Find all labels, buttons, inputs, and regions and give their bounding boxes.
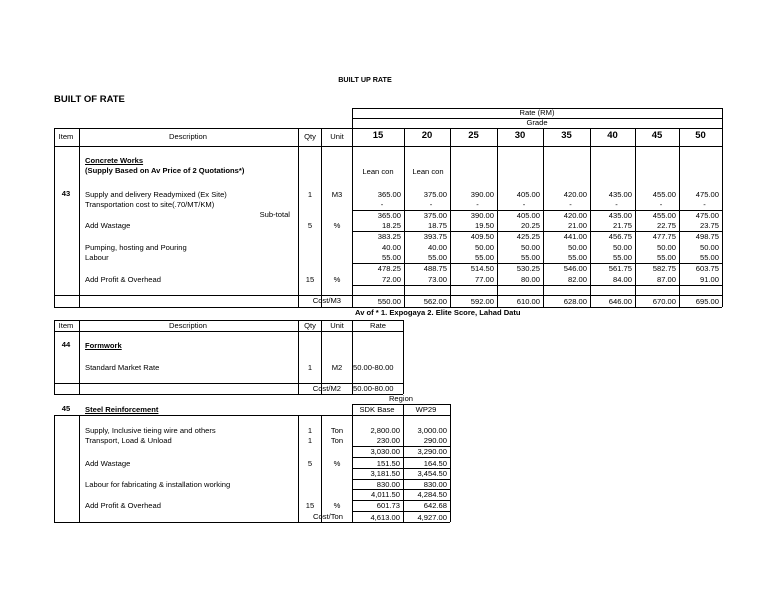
grid-line-h <box>352 457 450 458</box>
cell-value: 365.00 <box>377 190 401 199</box>
cost-value: 550.00 <box>377 297 401 306</box>
cell-value: 561.75 <box>608 264 632 273</box>
cell-value: 80.00 <box>520 275 540 284</box>
col-item-header: Item <box>58 321 74 330</box>
cell-value: 478.25 <box>377 264 401 273</box>
cell-value: 50.00 <box>567 243 587 252</box>
row-unit: % <box>333 221 341 230</box>
grade-15-header: 15 <box>372 130 384 141</box>
cost-ton-label: Cost/Ton <box>313 512 343 521</box>
item-number-45: 45 <box>61 404 71 413</box>
cell-value: 441.00 <box>563 232 587 241</box>
cell-value: 582.75 <box>652 264 676 273</box>
item-number-44: 44 <box>61 340 71 349</box>
cell-value: 18.75 <box>427 221 447 230</box>
cell-value: 514.50 <box>470 264 494 273</box>
cell-value: 230.00 <box>376 436 400 445</box>
cell-value: 21.75 <box>612 221 632 230</box>
row-description: Labour for fabricating & installation working <box>85 480 231 489</box>
grid-line-v <box>79 415 80 522</box>
cell-value: 164.50 <box>423 459 447 468</box>
grid-line-v <box>298 415 299 522</box>
cell-value: 91.00 <box>699 275 719 284</box>
col-item-header: Item <box>58 132 74 141</box>
cost-value: 4,927.00 <box>417 513 447 522</box>
cell-value: 830.00 <box>423 480 447 489</box>
row-description: Add Profit & Overhead <box>85 501 161 510</box>
cell-value: - <box>522 200 526 209</box>
cell-value: - <box>569 200 572 209</box>
cell-value: - <box>703 200 706 209</box>
grade-30-header: 30 <box>514 130 526 141</box>
col-unit-header: Unit <box>330 132 344 141</box>
concrete-works-subtitle: (Supply Based on Av Price of 2 Quotations*) <box>85 166 245 175</box>
grade-20-header: 20 <box>421 130 433 141</box>
row-qty: 15 <box>305 501 315 510</box>
cell-value: 72.00 <box>381 275 401 284</box>
row-description: Add Wastage <box>85 459 131 468</box>
col-description-header: Description <box>169 132 207 141</box>
row-description: Transportation cost to site(.70/MT/KM) <box>85 200 215 209</box>
quotation-footnote: Av of * 1. Expogaya 2. Elite Score, Lahad Datu <box>355 308 521 317</box>
grade-header: Grade <box>526 118 548 127</box>
grade-50-header: 50 <box>695 130 706 141</box>
cell-value: 40.00 <box>427 243 447 252</box>
cost-value: 562.00 <box>423 297 447 306</box>
cell-value: 22.75 <box>656 221 676 230</box>
cell-value: 23.75 <box>699 221 719 230</box>
cell-value: 55.00 <box>567 253 587 262</box>
subtotal-label: Sub-total <box>259 210 290 219</box>
cell-value: 477.75 <box>652 232 676 241</box>
cell-value: 390.00 <box>470 211 494 220</box>
cell-value: - <box>429 200 433 209</box>
cell-value: 365.00 <box>377 211 401 220</box>
grid-line-v <box>352 128 353 307</box>
cell-value: - <box>380 200 384 209</box>
cell-value: 420.00 <box>563 211 587 220</box>
cell-value: 290.00 <box>423 436 447 445</box>
row-qty: 1 <box>307 426 313 435</box>
cell-value: 488.75 <box>423 264 447 273</box>
grade-40-header: 40 <box>607 130 618 141</box>
cell-value: 455.00 <box>652 211 676 220</box>
cost-value: 646.00 <box>608 297 632 306</box>
grid-line-v <box>79 320 80 394</box>
cell-value: 50.00 <box>699 243 719 252</box>
rate-header: Rate (RM) <box>519 108 555 117</box>
cell-value: 435.00 <box>608 211 632 220</box>
cell-value: 87.00 <box>656 275 676 284</box>
lean-con-label: Lean con <box>362 167 394 176</box>
cell-value: 3,030.00 <box>370 447 400 456</box>
formwork-title: Formwork <box>85 341 122 350</box>
grid-line-h <box>352 511 450 512</box>
cell-value: 19.50 <box>474 221 494 230</box>
col-rate-header: Rate <box>369 321 387 330</box>
cell-value: - <box>476 200 479 209</box>
cell-value: 393.75 <box>423 232 447 241</box>
grid-line-h <box>54 146 722 147</box>
grid-line-v <box>54 415 55 522</box>
grid-line-v <box>321 128 322 307</box>
cell-value: 475.00 <box>695 211 719 220</box>
region-wp29-header: WP29 <box>415 405 437 414</box>
cost-value: 50.00-80.00 <box>353 384 394 393</box>
cell-value: 84.00 <box>612 275 632 284</box>
item-number-43: 43 <box>61 189 71 198</box>
col-qty-header: Qty <box>304 132 316 141</box>
cell-value: 18.25 <box>381 221 401 230</box>
row-qty: 5 <box>307 459 313 468</box>
grid-line-h <box>54 295 722 296</box>
cell-value: 498.75 <box>695 232 719 241</box>
region-header: Region <box>388 394 414 403</box>
grade-45-header: 45 <box>651 130 663 141</box>
cell-value: 375.00 <box>423 211 447 220</box>
cell-value: 409.50 <box>470 232 494 241</box>
grade-35-header: 35 <box>561 130 572 141</box>
cost-value: 610.00 <box>516 297 540 306</box>
row-unit: M2 <box>331 363 343 372</box>
cost-m3-label: Cost/M3 <box>312 296 341 305</box>
cell-value: 642.68 <box>423 501 447 510</box>
grid-line-v <box>298 320 299 394</box>
cost-value: 592.00 <box>470 297 494 306</box>
cell-value: - <box>659 200 663 209</box>
row-unit: % <box>333 501 341 510</box>
lean-con-label: Lean con <box>412 167 444 176</box>
cell-value: 601.73 <box>376 501 400 510</box>
cell-value: 3,000.00 <box>417 426 447 435</box>
row-qty: 1 <box>307 436 313 445</box>
steel-reinforcement-title: Steel Reinforcement <box>85 405 159 414</box>
cell-value: 73.00 <box>427 275 447 284</box>
cell-value: 50.00 <box>612 243 632 252</box>
cell-value: 455.00 <box>652 190 676 199</box>
row-description: Supply and delivery Readymixed (Ex Site) <box>85 190 227 199</box>
row-description: Standard Market Rate <box>85 363 160 372</box>
grid-line-v <box>54 128 55 307</box>
row-description: Supply, Inclusive tieing wire and others <box>85 426 216 435</box>
cell-value: 420.00 <box>563 190 587 199</box>
cell-value: 55.00 <box>381 253 401 262</box>
cell-value: 82.00 <box>567 275 587 284</box>
cell-value: 405.00 <box>516 190 540 199</box>
concrete-works-title: Concrete Works <box>85 156 144 165</box>
grid-line-h <box>54 331 403 332</box>
grid-line-v <box>321 415 322 522</box>
row-rate: 50.00-80.00 <box>353 363 394 372</box>
cell-value: 21.00 <box>567 221 587 230</box>
row-qty: 1 <box>307 363 313 372</box>
cell-value: 830.00 <box>376 480 400 489</box>
row-qty: 5 <box>307 221 313 230</box>
cell-value: 475.00 <box>695 190 719 199</box>
doc-title: BUILT UP RATE <box>338 75 392 84</box>
section-title: BUILT OF RATE <box>54 94 125 105</box>
row-qty: 15 <box>305 275 315 284</box>
cell-value: 425.25 <box>516 232 540 241</box>
cost-value: 4,613.00 <box>370 513 400 522</box>
grid-line-h <box>54 394 403 395</box>
grid-line-v <box>722 128 723 307</box>
grid-line-v <box>403 320 404 394</box>
cell-value: 2,800.00 <box>370 426 400 435</box>
row-qty: 1 <box>307 190 313 199</box>
cell-value: 390.00 <box>470 190 494 199</box>
cost-m2-label: Cost/M2 <box>312 384 341 393</box>
cell-value: 55.00 <box>474 253 494 262</box>
grid-line-v <box>79 128 80 307</box>
cost-value: 628.00 <box>563 297 587 306</box>
cell-value: 55.00 <box>656 253 676 262</box>
cell-value: 50.00 <box>520 243 540 252</box>
cell-value: 4,011.50 <box>371 490 400 499</box>
grid-line-h <box>352 285 722 286</box>
grid-line-v <box>450 404 451 522</box>
cell-value: 77.00 <box>474 275 494 284</box>
cost-value: 695.00 <box>695 297 719 306</box>
grid-line-v <box>352 320 353 394</box>
col-description-header: Description <box>169 321 207 330</box>
cell-value: 435.00 <box>608 190 632 199</box>
cell-value: 405.00 <box>516 211 540 220</box>
cell-value: 546.00 <box>563 264 587 273</box>
cell-value: 55.00 <box>612 253 632 262</box>
grid-line-v <box>298 128 299 307</box>
grade-25-header: 25 <box>468 130 479 141</box>
row-description: Transport, Load & Unload <box>85 436 172 445</box>
cell-value: 3,290.00 <box>417 447 447 456</box>
cell-value: 3,454.50 <box>417 469 447 478</box>
cell-value: - <box>615 200 618 209</box>
cell-value: 3,181.50 <box>370 469 400 478</box>
cell-value: 55.00 <box>699 253 719 262</box>
row-unit: % <box>333 275 341 284</box>
row-unit: Ton <box>330 426 344 435</box>
cell-value: 20.25 <box>520 221 540 230</box>
region-sdk-base-header: SDK Base <box>359 405 395 414</box>
cell-value: 40.00 <box>381 243 401 252</box>
cell-value: 383.25 <box>377 232 401 241</box>
row-description: Add Wastage <box>85 221 131 230</box>
row-unit: M3 <box>331 190 343 199</box>
cost-value: 670.00 <box>652 297 676 306</box>
cell-value: 456.75 <box>608 232 632 241</box>
row-description: Pumping, hosting and Pouring <box>85 243 187 252</box>
cell-value: 55.00 <box>427 253 447 262</box>
cell-value: 4,284.50 <box>417 490 447 499</box>
cell-value: 55.00 <box>520 253 540 262</box>
col-qty-header: Qty <box>304 321 316 330</box>
row-description: Labour <box>85 253 109 262</box>
row-unit: % <box>333 459 341 468</box>
cell-value: 50.00 <box>474 243 494 252</box>
grid-line-v <box>54 320 55 394</box>
cell-value: 50.00 <box>656 243 676 252</box>
cell-value: 603.75 <box>695 264 719 273</box>
row-description: Add Profit & Overhead <box>85 275 161 284</box>
cell-value: 530.25 <box>516 264 540 273</box>
col-unit-header: Unit <box>330 321 344 330</box>
cell-value: 151.50 <box>376 459 400 468</box>
row-unit: Ton <box>330 436 344 445</box>
cell-value: 375.00 <box>423 190 447 199</box>
grid-line-h <box>54 128 722 129</box>
grid-line-h <box>54 415 450 416</box>
grid-line-v <box>321 320 322 394</box>
